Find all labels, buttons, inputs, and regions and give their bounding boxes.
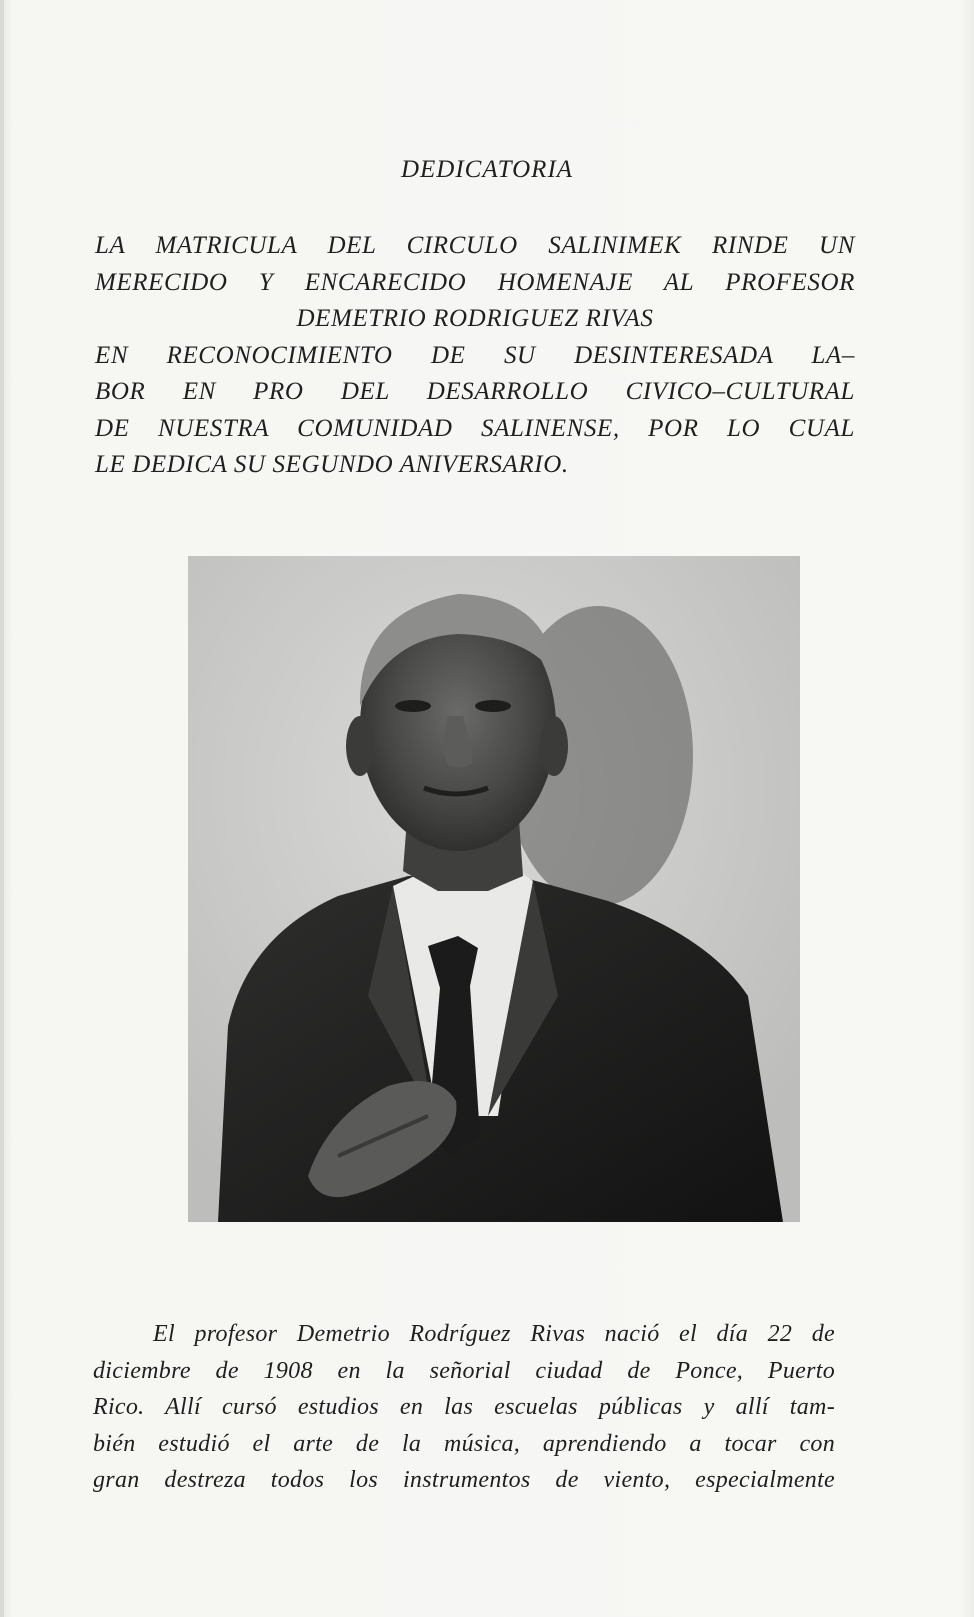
biography-text: [93, 1316, 835, 1499]
bio-line: gran destreza todos los instrumentos de viento, especialmente: [93, 1467, 835, 1493]
page-edge: [0, 0, 4, 1617]
dedication-text: [95, 228, 855, 484]
bio-line: Rico. Allí cursó estudios en las escuelas públicas y allí tam-: [93, 1394, 835, 1420]
bio-line: diciembre de 1908 en la señorial ciudad de Ponce, Puerto: [93, 1357, 835, 1384]
dedication-line: DE NUESTRA COMUNIDAD SALINENSE, POR LO CUAL: [95, 414, 855, 442]
dedication-line: BOR EN PRO DEL DESARROLLO CIVICO–CULTURAL: [95, 378, 855, 405]
portrait-illustration: [188, 556, 800, 1222]
dedication-line: LA MATRICULA DEL CIRCULO SALINIMEK RINDE UN: [95, 232, 855, 259]
dedication-line: MERECIDO Y ENCARECIDO HOMENAJE AL PROFESOR: [95, 268, 855, 296]
dedication-line: EN RECONOCIMIENTO DE SU DESINTERESADA LA–: [95, 341, 855, 369]
bio-line: bién estudió el arte de la música, aprendiendo a tocar con: [93, 1430, 835, 1457]
portrait-photo: [188, 556, 800, 1222]
bio-line: El profesor Demetrio Rodríguez Rivas nació el día 22 de: [153, 1321, 835, 1347]
dedication-line: LE DEDICA SU SEGUNDO ANIVERSARIO.: [95, 451, 569, 478]
page-heading: DEDICATORIA: [400, 156, 574, 183]
dedication-line-name: DEMETRIO RODRIGUEZ RIVAS: [296, 305, 654, 332]
